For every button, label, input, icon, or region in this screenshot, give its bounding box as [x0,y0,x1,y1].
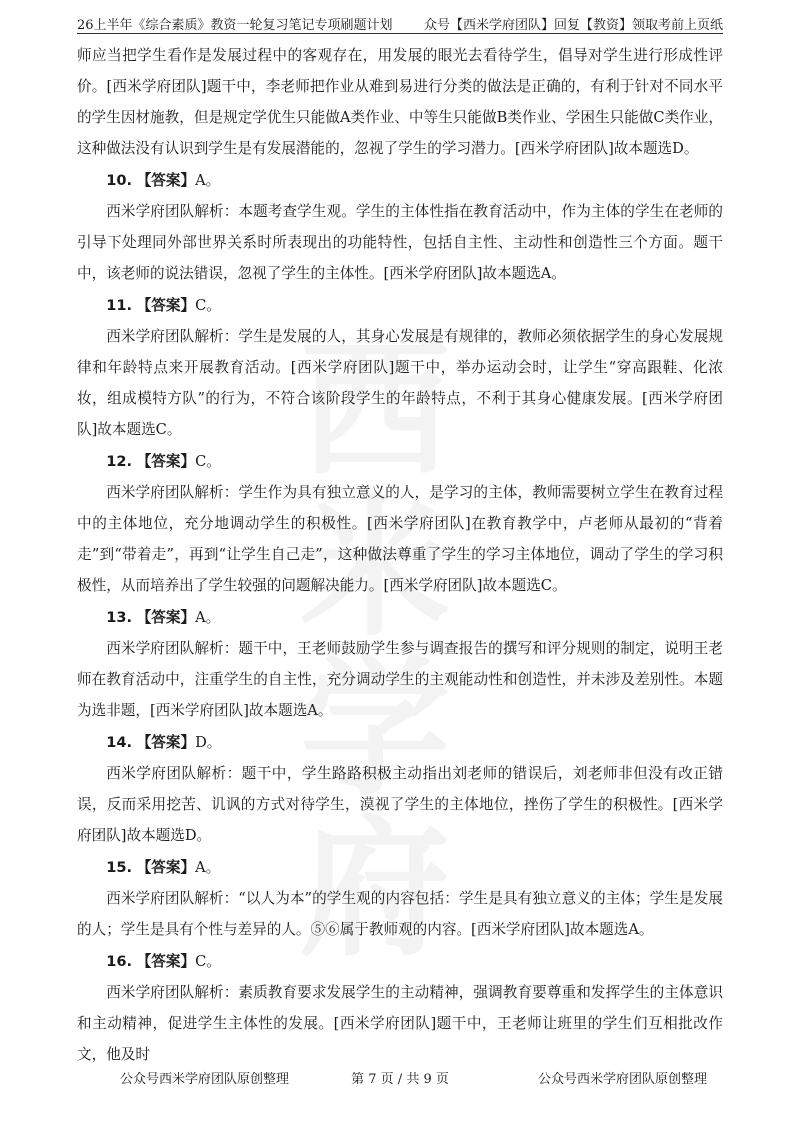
page-header [0,0,800,36]
analysis-13: 西米学府团队解析：题干中，王老师鼓励学生参与调查报告的撰写和评分规则的制定，说明王老师在教育活动中，注重学生的自主性，充分调动学生的主观能动性和创造性，并未涉及差别性。本题为选非题，[西米学府团队]故本题选A。 [77,640,723,719]
answer-line-10 [77,165,723,196]
answer-label: 【答案】 [136,859,196,876]
answer-line-12 [77,446,723,477]
analysis-14: 西米学府团队解析：题干中，学生路路积极主动指出刘老师的错误后，刘老师非但没有改正错误，反而采用挖苦、讥讽的方式对待学生，漠视了学生的主体地位，挫伤了学生的积极性。[西米学府团队]故本题选D。 [77,765,723,844]
answer-line-14 [77,727,723,758]
answer-choice: C。 [195,453,221,470]
answer-choice: A。 [195,609,221,626]
analysis-16: 西米学府团队解析：素质教育要求发展学生的主动精神，强调教育要尊重和发挥学生的主体意识和主动精神，促进学生主体性的发展。[西米学府团队]题干中，王老师让班里的学生们互相批改作文，他及时 [77,984,723,1063]
question-number: 16. [106,953,133,970]
analysis-11: 西米学府团队解析：学生是发展的人，其身心发展是有规律的，教师必须依据学生的身心发展规律和年龄特点来开展教育活动。[西米学府团队]题干中，举办运动会时，让学生“穿高跟鞋、化浓妆，组成模特方队”的行为，不符合该阶段学生的年龄特点，不利于其身心健康发展。[西米学府团队]故本题选C。 [77,328,723,438]
answer-choice: D。 [195,734,222,751]
answer-choice: C。 [195,297,221,314]
question-number: 12. [106,453,133,470]
answer-choice: A。 [195,859,221,876]
analysis-12: 西米学府团队解析：学生作为具有独立意义的人，是学习的主体，教师需要树立学生在教育过程中的主体地位，充分地调动学生的积极性。[西米学府团队]在教育教学中，卢老师从最初的“背着走”到“带着走”，再到“让学生自己走”，这种做法尊重了学生的学习主体地位，调动了学生的学习积极性，从而培养出了学生较强的问题解决能力。[西米学府团队]故本题选C。 [77,484,723,594]
answer-line-11 [77,290,723,321]
answer-label: 【答案】 [136,953,196,970]
answer-choice: C。 [195,953,221,970]
document-body [77,40,723,1070]
question-number: 11. [106,297,133,314]
analysis-15: 西米学府团队解析：“以人为本”的学生观的内容包括：学生是具有独立意义的主体；学生是发展的人；学生是具有个性与差异的人。⑤⑥属于教师观的内容。[西米学府团队]故本题选A。 [77,890,723,938]
question-number: 13. [106,609,133,626]
answer-line-15 [77,852,723,883]
question-number: 15. [106,859,133,876]
answer-label: 【答案】 [136,172,196,189]
header-divider [77,33,723,34]
page-number: 第 7 页 / 共 9 页 [351,1072,449,1087]
answer-label: 【答案】 [136,609,196,626]
answer-line-16 [77,946,723,977]
question-number: 10. [106,172,133,189]
footer-source-left: 公众号西米学府团队原创整理 [120,1072,290,1087]
header-promo: 众号【西米学府团队】回复【教资】领取考前上页纸 [423,18,723,33]
header-title: 26上半年《综合素质》教资一轮复习笔记专项刷题计划 [77,18,393,33]
intro-paragraph: 师应当把学生看作是发展过程中的客观存在，用发展的眼光去看待学生，倡导对学生进行形成性评价。[西米学府团队]题干中，李老师把作业从难到易进行分类的做法是正确的，有利于针对不同水平的学生因材施教，但是规定学优生只能做A类作业、中等生只能做B类作业、学困生只能做C类作业，这种做法没有认识到学生是有发展潜能的，忽视了学生的学习潜力。[西米学府团队]故本题选D。 [77,47,723,157]
analysis-10: 西米学府团队解析：本题考查学生观。学生的主体性指在教育活动中，作为主体的学生在老师的引导下处理同外部世界关系时所表现出的功能特性，包括自主性、主动性和创造性三个方面。题干中，该老师的说法错误，忽视了学生的主体性。[西米学府团队]故本题选A。 [77,203,723,282]
answer-line-13 [77,602,723,633]
answer-label: 【答案】 [136,453,196,470]
answer-label: 【答案】 [136,297,196,314]
answer-choice: A。 [195,172,221,189]
footer-source-right: 公众号西米学府团队原创整理 [537,1072,707,1087]
question-number: 14. [106,734,133,751]
answer-label: 【答案】 [136,734,196,751]
